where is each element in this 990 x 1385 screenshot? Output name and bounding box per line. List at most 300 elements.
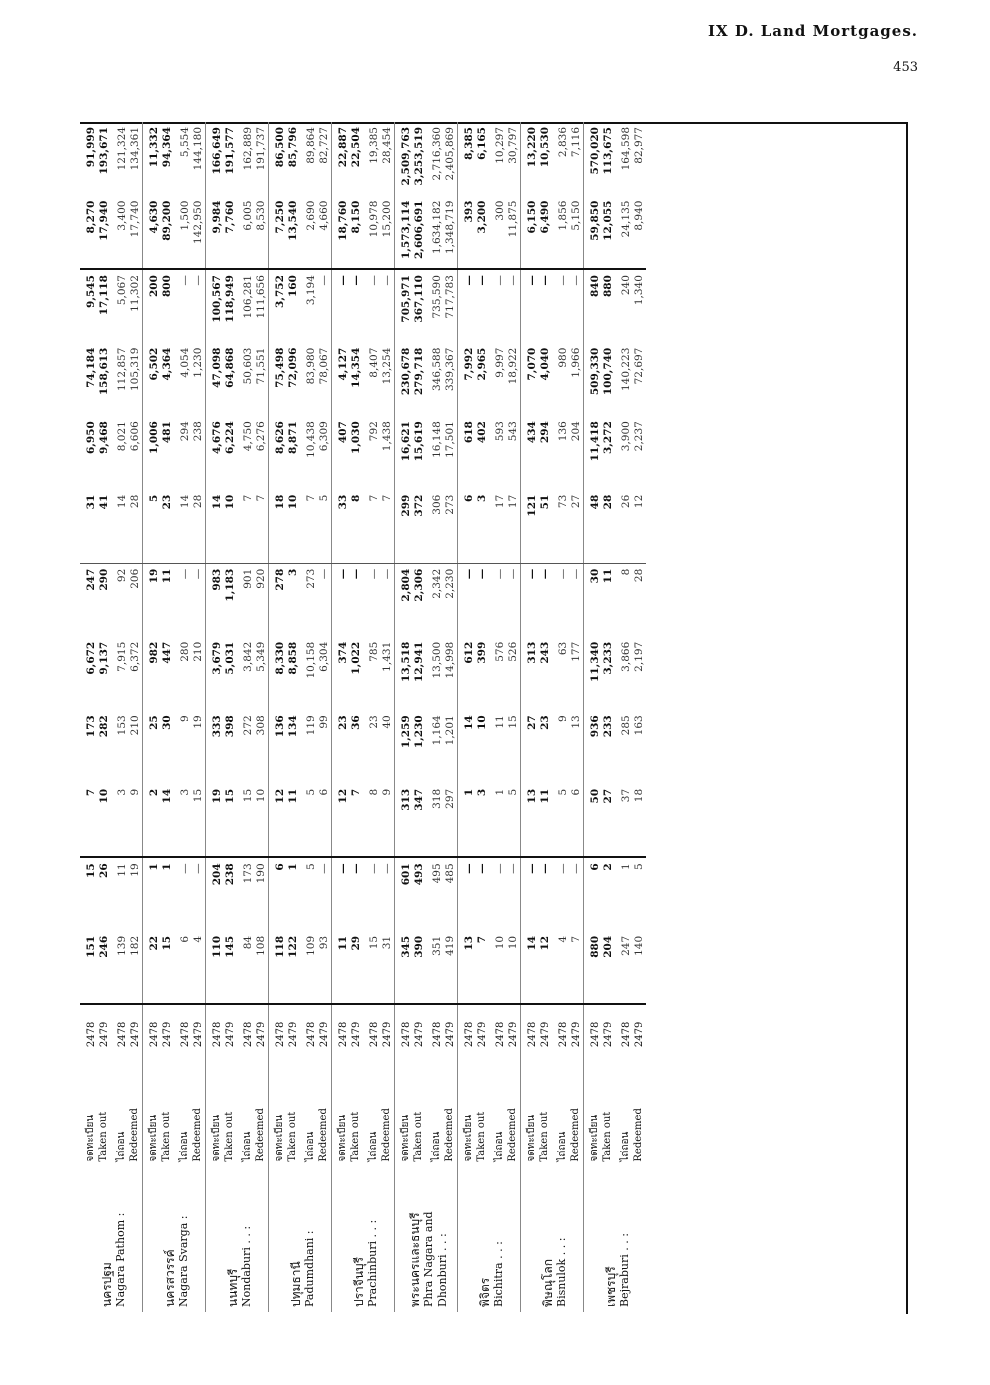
value-cell: 28: [129, 490, 143, 564]
value-cell: 300: [489, 196, 507, 270]
region-english-name: Phra Nagara and Dhonburi . . :: [421, 1211, 449, 1307]
value-cell: 7: [80, 784, 98, 858]
value-cell: 4,750: [242, 421, 254, 452]
value-cell: 7,070: [521, 343, 540, 417]
value-cell: 30,797: [507, 127, 519, 164]
year-cell: 2478: [558, 1021, 569, 1048]
value-cell: 162,889: [242, 127, 254, 171]
value-cell: 14: [174, 490, 192, 564]
value-cell: 4,127: [332, 343, 351, 417]
value-cell: 75,498: [269, 343, 288, 417]
value-cell: 8: [363, 784, 381, 858]
row-kind-label: Redeemed: [507, 1108, 519, 1162]
value-cell: 5: [318, 490, 332, 564]
year-cell: 2479: [477, 1021, 488, 1048]
value-cell: —: [368, 568, 380, 580]
row-kind-label: Redeemed: [255, 1108, 267, 1162]
value-cell: —: [494, 568, 506, 580]
value-cell: 17,940: [98, 196, 111, 270]
value-cell: 481: [161, 421, 173, 444]
region-thai-name: นครสวรรค์: [162, 1249, 177, 1307]
value-cell: 19: [143, 563, 162, 637]
value-cell: 8,270: [80, 196, 98, 270]
value-cell: —: [570, 863, 582, 874]
value-cell: 8,858: [287, 641, 299, 675]
value-cell: 17,118: [98, 275, 110, 316]
value-cell: 6: [458, 490, 477, 564]
value-cell: 78,067: [318, 347, 330, 385]
value-cell: —: [179, 275, 191, 286]
value-cell: 118: [269, 931, 288, 1005]
table-body: [80, 122, 646, 1312]
value-cell: 16,621: [395, 416, 414, 490]
value-cell: —: [458, 269, 477, 343]
value-cell: 50,603: [242, 347, 254, 385]
value-cell: 164,598: [620, 127, 632, 171]
year-cell: 2479: [382, 1021, 393, 1048]
value-cell: 840: [584, 269, 603, 343]
value-cell: 6,372: [129, 641, 141, 672]
table-row: [287, 122, 300, 1312]
value-cell: 10,530: [539, 127, 551, 168]
value-cell: 121: [521, 490, 540, 564]
value-cell: 191,737: [255, 127, 267, 171]
table-row: [332, 122, 351, 1312]
value-cell: 10: [507, 931, 521, 1005]
rotated-table-container: [80, 122, 906, 1312]
year-cell: 2479: [130, 1021, 141, 1048]
value-cell: 48: [584, 490, 603, 564]
table-row: [489, 122, 507, 1312]
value-cell: 26: [615, 490, 633, 564]
value-cell: 2,690: [300, 196, 318, 270]
value-cell: 22,887: [332, 122, 351, 196]
value-cell: 6,005: [237, 196, 255, 270]
value-cell: 15: [224, 784, 237, 858]
value-cell: 13,518: [395, 637, 414, 711]
value-cell: —: [521, 563, 540, 637]
value-cell: 2,230: [444, 568, 456, 599]
value-cell: 10: [255, 784, 269, 858]
value-cell: 1,573,114: [395, 196, 414, 270]
value-cell: 110: [206, 931, 225, 1005]
table-row: [426, 122, 444, 1312]
value-cell: 1,022: [350, 641, 362, 675]
row-kind-label: Redeemed: [192, 1108, 204, 1162]
row-kind-label: Taken out: [224, 1111, 236, 1162]
value-cell: —: [458, 563, 477, 637]
value-cell: 182: [129, 931, 143, 1005]
value-cell: 3,200: [476, 196, 489, 270]
value-cell: 4,676: [206, 416, 225, 490]
value-cell: 9,468: [98, 421, 110, 455]
value-cell: 2,804: [395, 563, 414, 637]
value-cell: 7: [570, 931, 584, 1005]
value-cell: 210: [129, 715, 141, 736]
value-cell: 282: [98, 715, 110, 738]
value-cell: —: [557, 275, 569, 286]
value-cell: 6,276: [255, 421, 267, 452]
value-cell: 333: [206, 710, 225, 784]
value-cell: 109: [300, 931, 318, 1005]
value-cell: 15: [507, 715, 519, 729]
value-cell: 50: [584, 784, 603, 858]
table-row: [237, 122, 255, 1312]
value-cell: —: [557, 568, 569, 580]
value-cell: 17,501: [444, 421, 456, 458]
value-cell: 29: [350, 931, 363, 1005]
value-cell: 41: [98, 490, 111, 564]
value-cell: 6,490: [539, 196, 552, 270]
row-kind-label: Taken out: [98, 1111, 110, 1162]
value-cell: 23: [368, 715, 380, 729]
value-cell: 5,150: [570, 196, 584, 270]
year-cell: 2478: [332, 1004, 351, 1063]
row-kind-label: Taken out: [413, 1111, 425, 1162]
region-thai-name: นนทบุรี: [225, 1268, 240, 1307]
table-row: [413, 122, 426, 1312]
value-cell: 11,875: [507, 196, 521, 270]
value-cell: 106,281: [242, 275, 254, 319]
table-row: [161, 122, 174, 1312]
value-cell: —: [332, 269, 351, 343]
value-cell: 27: [602, 784, 615, 858]
region-thai-name: พิจิตร: [477, 1277, 492, 1307]
value-cell: 1,634,182: [426, 196, 444, 270]
value-cell: 13,254: [381, 347, 393, 385]
value-cell: 493: [413, 863, 425, 886]
page-number: 453: [893, 60, 918, 75]
value-cell: 122: [287, 931, 300, 1005]
value-cell: 982: [143, 637, 162, 711]
value-cell: —: [458, 857, 477, 931]
row-kind-label: จดทะเบียน: [584, 1063, 603, 1166]
row-kind-label: ไถ่ถอน: [242, 1131, 254, 1162]
value-cell: 28: [192, 490, 206, 564]
year-cell: 2478: [243, 1021, 254, 1048]
value-cell: 10: [489, 931, 507, 1005]
value-cell: 243: [539, 641, 551, 664]
value-cell: 22: [143, 931, 162, 1005]
value-cell: 10,438: [305, 421, 317, 458]
row-kind-label: จดทะเบียน: [332, 1063, 351, 1166]
value-cell: 9: [557, 715, 569, 722]
value-cell: 13: [458, 931, 477, 1005]
region-thai-name: ปราจีนบุรี: [351, 1256, 366, 1307]
value-cell: 11: [539, 784, 552, 858]
year-cell: 2479: [99, 1021, 110, 1048]
value-cell: 31: [80, 490, 98, 564]
value-cell: 2,716,360: [431, 127, 443, 181]
value-cell: 8,385: [458, 122, 477, 196]
table-row: [318, 122, 332, 1312]
value-cell: 3: [174, 784, 192, 858]
value-cell: 980: [557, 347, 569, 368]
value-cell: 8,330: [269, 637, 288, 711]
value-cell: 7: [476, 931, 489, 1005]
value-cell: 177: [570, 641, 582, 662]
table-row: [174, 122, 192, 1312]
value-cell: —: [368, 275, 380, 286]
value-cell: 84: [237, 931, 255, 1005]
value-cell: 407: [332, 416, 351, 490]
value-cell: 11,302: [129, 275, 141, 312]
row-kind-label: จดทะเบียน: [395, 1063, 414, 1166]
value-cell: 204: [570, 421, 582, 442]
value-cell: 5: [143, 490, 162, 564]
table-row: [129, 122, 143, 1312]
value-cell: 543: [507, 421, 519, 442]
year-cell: 2479: [193, 1021, 204, 1048]
value-cell: —: [494, 863, 506, 874]
region-thai-name: พิษณุโลก: [540, 1258, 555, 1307]
value-cell: 230,678: [395, 343, 414, 417]
value-cell: 6,672: [85, 641, 97, 675]
value-cell: 294: [179, 421, 191, 442]
value-cell: 247: [85, 568, 97, 591]
row-kind-label: จดทะเบียน: [85, 1114, 97, 1162]
value-cell: 82,977: [633, 127, 645, 164]
value-cell: 1: [161, 863, 173, 871]
value-cell: 71,551: [255, 347, 267, 385]
value-cell: 3,233: [602, 641, 614, 675]
table-row: [255, 122, 269, 1312]
value-cell: 6,224: [224, 421, 236, 455]
year-cell: 2478: [306, 1021, 317, 1048]
value-cell: 233: [602, 715, 614, 738]
value-cell: 140: [633, 931, 646, 1005]
value-cell: 64,868: [224, 347, 236, 388]
value-cell: 92: [116, 568, 128, 583]
value-cell: 339,367: [444, 347, 456, 392]
row-kind-label: จดทะเบียน: [143, 1063, 162, 1166]
value-cell: 8,871: [287, 421, 299, 455]
value-cell: 279,718: [413, 347, 425, 396]
value-cell: 399: [476, 641, 488, 664]
region-english-name: Nagara Svarga :: [176, 1215, 190, 1307]
value-cell: 8,626: [269, 416, 288, 490]
value-cell: 8: [350, 490, 363, 564]
value-cell: 36: [350, 715, 362, 730]
year-cell: 2479: [319, 1021, 330, 1048]
value-cell: 3: [287, 568, 299, 577]
value-cell: 151: [80, 931, 98, 1005]
value-cell: 112,857: [116, 347, 128, 392]
row-kind-label: Redeemed: [381, 1108, 393, 1162]
value-cell: 12: [633, 490, 646, 564]
value-cell: 9,545: [85, 275, 97, 308]
value-cell: 390: [413, 931, 426, 1005]
value-cell: 145: [224, 931, 237, 1005]
row-kind-label: Taken out: [476, 1111, 488, 1162]
value-cell: 351: [426, 931, 444, 1005]
value-cell: 11: [116, 863, 128, 877]
value-cell: 7,915: [116, 641, 128, 672]
value-cell: 1,201: [444, 715, 456, 746]
value-cell: 10: [98, 784, 111, 858]
table-row: [143, 122, 162, 1312]
region-english-name: Bisnulok . . :: [554, 1237, 568, 1307]
value-cell: 3,272: [602, 421, 614, 455]
value-cell: 238: [192, 421, 204, 442]
table-row: [458, 122, 477, 1312]
value-cell: 372: [413, 490, 426, 564]
region-name-cell: [395, 1167, 458, 1312]
year-cell: 2479: [571, 1021, 582, 1048]
value-cell: 717,783: [444, 275, 456, 319]
value-cell: 2: [602, 863, 614, 871]
value-cell: 593: [494, 421, 506, 442]
value-cell: 94,364: [161, 127, 173, 168]
value-cell: 19: [206, 784, 225, 858]
value-cell: 1: [143, 857, 162, 931]
value-cell: 6: [584, 857, 603, 931]
value-cell: 880: [602, 275, 614, 298]
value-cell: 8,940: [633, 196, 646, 270]
value-cell: 28: [602, 490, 615, 564]
value-cell: 13,540: [287, 196, 300, 270]
year-cell: 2478: [432, 1021, 443, 1048]
value-cell: 59,850: [584, 196, 603, 270]
year-cell: 2479: [540, 1021, 551, 1048]
value-cell: 7,992: [458, 343, 477, 417]
value-cell: 5: [300, 784, 318, 858]
value-cell: 347: [413, 784, 426, 858]
value-cell: 485: [444, 863, 456, 884]
table-row: [80, 122, 98, 1312]
region-thai-name: นครปฐม: [99, 1262, 114, 1307]
year-cell: 2478: [180, 1021, 191, 1048]
table-row: [206, 122, 225, 1312]
value-cell: 570,020: [584, 122, 603, 196]
value-cell: 15: [161, 931, 174, 1005]
table-row: [224, 122, 237, 1312]
value-cell: 193,671: [98, 127, 110, 175]
value-cell: —: [192, 863, 204, 874]
value-cell: 1,183: [224, 568, 236, 602]
value-cell: 12,941: [413, 641, 425, 682]
value-cell: —: [192, 568, 204, 580]
value-cell: 345: [395, 931, 414, 1005]
value-cell: 18: [269, 490, 288, 564]
value-cell: 278: [269, 563, 288, 637]
value-cell: 14: [161, 784, 174, 858]
row-kind-label: ไถ่ถอน: [116, 1131, 128, 1162]
value-cell: 166,649: [206, 122, 225, 196]
value-cell: 1,259: [395, 710, 414, 784]
value-cell: 31: [381, 931, 395, 1005]
table-row: [363, 122, 381, 1312]
value-cell: 11,418: [584, 416, 603, 490]
value-cell: —: [570, 275, 582, 286]
value-cell: 12: [269, 784, 288, 858]
value-cell: 10: [224, 490, 237, 564]
value-cell: 318: [426, 784, 444, 858]
table-row: [111, 122, 129, 1312]
value-cell: 12: [332, 784, 351, 858]
value-cell: 434: [521, 416, 540, 490]
value-cell: 19: [192, 715, 204, 729]
value-cell: 238: [224, 863, 236, 886]
value-cell: 11,340: [584, 637, 603, 711]
row-kind-label: Redeemed: [129, 1108, 141, 1162]
table-row: [395, 122, 414, 1312]
value-cell: 920: [255, 568, 267, 589]
value-cell: 1,006: [143, 416, 162, 490]
value-cell: 374: [332, 637, 351, 711]
value-cell: 273: [444, 490, 458, 564]
value-cell: 2,405,869: [444, 127, 456, 181]
value-cell: 5,554: [179, 127, 191, 158]
row-kind-label: Taken out: [539, 1111, 551, 1162]
value-cell: 23: [161, 490, 174, 564]
value-cell: 14,998: [444, 641, 456, 679]
value-cell: 495: [431, 863, 443, 884]
value-cell: 18,760: [332, 196, 351, 270]
year-cell: 2479: [414, 1021, 425, 1048]
value-cell: 6,502: [143, 343, 162, 417]
table-row: [476, 122, 489, 1312]
value-cell: 983: [206, 563, 225, 637]
value-cell: 15: [363, 931, 381, 1005]
value-cell: 47,098: [206, 343, 225, 417]
value-cell: 136: [557, 421, 569, 442]
value-cell: 144,180: [192, 127, 204, 171]
region-name-cell: [584, 1167, 647, 1312]
value-cell: 89,864: [305, 127, 317, 164]
value-cell: 140,223: [620, 347, 632, 392]
value-cell: 1,500: [174, 196, 192, 270]
value-cell: 1,164: [431, 715, 443, 746]
table-row: [98, 122, 111, 1312]
value-cell: 4,630: [143, 196, 162, 270]
value-cell: 299: [395, 490, 414, 564]
table-row: [602, 122, 615, 1312]
value-cell: 5,067: [116, 275, 128, 306]
year-cell: 2478: [206, 1004, 225, 1063]
value-cell: —: [318, 568, 330, 580]
value-cell: 40: [381, 715, 393, 729]
year-cell: 2478: [269, 1004, 288, 1063]
value-cell: 2,836: [557, 127, 569, 158]
value-cell: 705,971: [395, 269, 414, 343]
value-cell: 18,922: [507, 347, 519, 385]
value-cell: —: [539, 863, 551, 874]
value-cell: 9: [179, 715, 191, 722]
value-cell: 1: [458, 784, 477, 858]
region-name-cell: [332, 1167, 395, 1312]
value-cell: —: [570, 568, 582, 580]
value-cell: 6,950: [85, 421, 97, 455]
value-cell: 5: [507, 784, 521, 858]
value-cell: 11,332: [143, 122, 162, 196]
table-row: [444, 122, 458, 1312]
value-cell: 173: [242, 863, 254, 884]
value-cell: 3: [476, 784, 489, 858]
row-kind-label: Taken out: [602, 1111, 614, 1162]
value-cell: 6,309: [318, 421, 330, 452]
row-kind-label: จดทะเบียน: [269, 1063, 288, 1166]
value-cell: 200: [143, 269, 162, 343]
value-cell: 14: [206, 490, 225, 564]
value-cell: 15,200: [381, 196, 395, 270]
value-cell: 2,237: [633, 421, 645, 452]
year-cell: 2479: [225, 1021, 236, 1048]
value-cell: 4,660: [318, 196, 332, 270]
region-thai-name: พระนครและธนบุรี: [407, 1212, 422, 1307]
value-cell: —: [521, 857, 540, 931]
year-cell: 2478: [86, 1021, 97, 1048]
